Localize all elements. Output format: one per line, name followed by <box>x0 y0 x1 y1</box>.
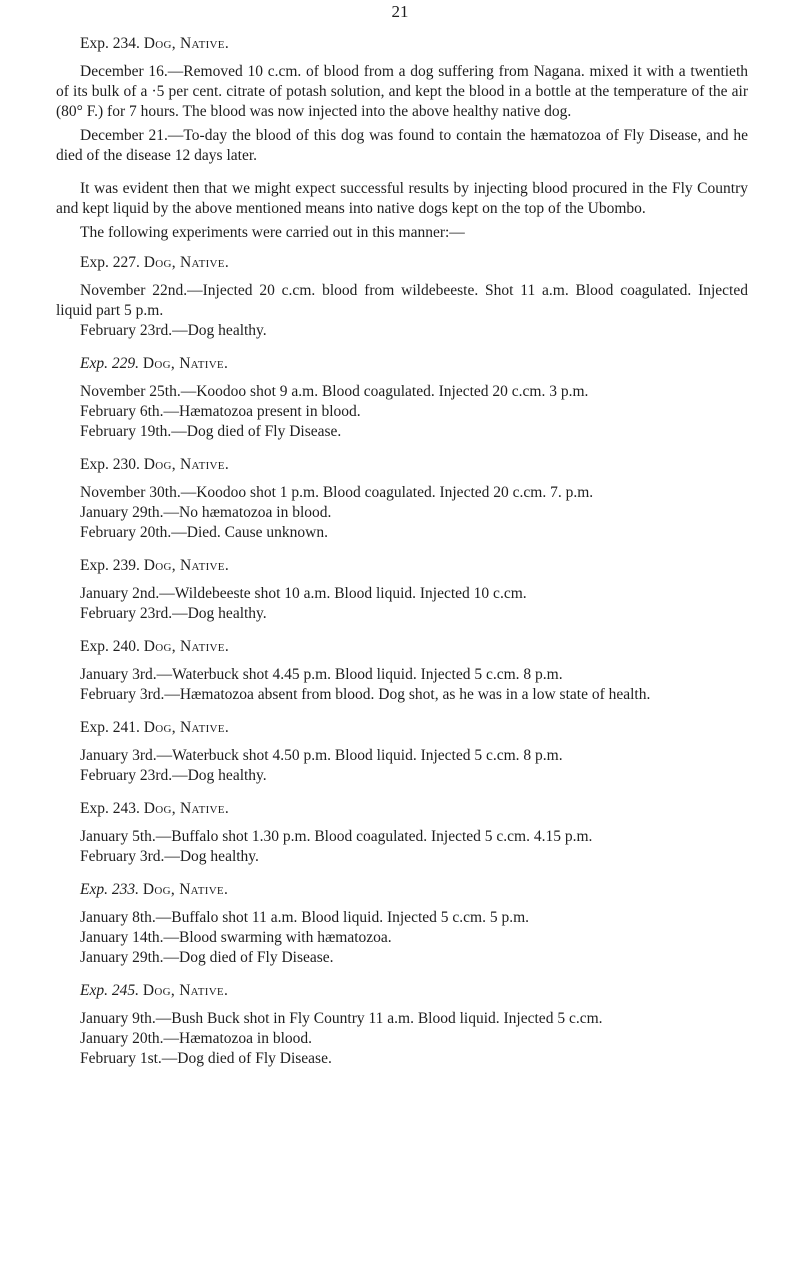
experiment-entry: January 29th.—Dog died of Fly Disease. <box>80 949 334 966</box>
experiment-number: Exp. 243. <box>80 800 140 817</box>
experiment-subject: Dog, Native. <box>142 881 229 898</box>
experiment-entry: February 23rd.—Dog healthy. <box>80 767 267 784</box>
experiment-title <box>56 799 748 819</box>
experiment-title <box>56 253 748 273</box>
experiment-subject: Dog, Native. <box>143 719 229 736</box>
experiment-title <box>56 981 748 1001</box>
experiment-entry: January 14th.—Blood swarming with hæmatozoa. <box>80 929 392 946</box>
experiment-entry: February 6th.—Hæmatozoa present in blood. <box>80 403 361 420</box>
experiment-entry: January 2nd.—Wildebeeste shot 10 a.m. Blood liquid. Injected 10 c.cm. <box>80 585 527 602</box>
experiment-subject: Dog, Native. <box>143 456 229 473</box>
experiment-entry: January 9th.—Bush Buck shot in Fly Country 11 a.m. Blood liquid. Injected 5 c.cm. <box>80 1010 603 1027</box>
experiment-entry: February 1st.—Dog died of Fly Disease. <box>80 1050 332 1067</box>
experiment-entry: February 3rd.—Dog healthy. <box>80 848 259 865</box>
experiment-number: Exp. 241. <box>80 719 140 736</box>
experiment-title <box>56 34 748 54</box>
experiment-entry: January 20th.—Hæmatozoa in blood. <box>80 1030 313 1047</box>
experiment-block <box>56 981 748 1069</box>
experiment-entry: November 25th.—Koodoo shot 9 a.m. Blood coagulated. Injected 20 c.cm. 3 p.m. <box>80 383 589 400</box>
experiment-entry: February 19th.—Dog died of Fly Disease. <box>80 423 342 440</box>
experiment-number: Exp. 233. <box>80 881 139 898</box>
paragraph: December 21.—To-day the blood of this dog was found to contain the hæmatozoa of Fly Disease, and he died of the disease 12 days later. <box>56 127 748 164</box>
experiment-number: Exp. 239. <box>80 557 140 574</box>
experiment-title <box>56 718 748 738</box>
experiment-entry: January 3rd.—Waterbuck shot 4.50 p.m. Blood liquid. Injected 5 c.cm. 8 p.m. <box>80 747 563 764</box>
experiment-entry: January 8th.—Buffalo shot 11 a.m. Blood liquid. Injected 5 c.cm. 5 p.m. <box>80 909 530 926</box>
page-number: 21 <box>391 2 409 21</box>
experiment-block <box>56 354 748 442</box>
experiment-entry: January 29th.—No hæmatozoa in blood. <box>80 504 332 521</box>
experiment-subject: Dog, Native. <box>142 982 229 999</box>
paragraph: December 16.—Removed 10 c.cm. of blood from a dog suffering from Nagana. mixed it with a twentieth of its bulk of a ·5 per cent. citrate of potash solution, and kept the blood in a bottle at the temperature of the air (80° F.) for 7 hours. The blood was now injected into the above healthy native dog. <box>56 63 748 120</box>
experiment-subject: Dog, Native. <box>143 254 229 271</box>
experiment-number: Exp. 234. <box>80 35 140 52</box>
paragraph: It was evident then that we might expect successful results by injecting blood procured in the Fly Country and kept liquid by the above mentioned means into native dogs kept on the top of the Ubombo. <box>56 180 748 217</box>
experiment-title <box>56 354 748 374</box>
experiment-block <box>56 556 748 624</box>
experiment-list <box>56 253 748 1069</box>
commentary <box>56 179 748 243</box>
experiment-number: Exp. 227. <box>80 254 140 271</box>
experiment-entry: February 3rd.—Hæmatozoa absent from blood. Dog shot, as he was in a low state of health. <box>80 686 651 703</box>
paragraph: The following experiments were carried out in this manner:— <box>80 224 465 241</box>
experiment-subject: Dog, Native. <box>142 355 229 372</box>
experiment-number: Exp. 229. <box>80 355 139 372</box>
experiment-title <box>56 637 748 657</box>
experiment-title <box>56 455 748 475</box>
experiment-entry: February 23rd.—Dog healthy. <box>80 322 267 339</box>
experiment-entry: February 23rd.—Dog healthy. <box>80 605 267 622</box>
experiment-title <box>56 556 748 576</box>
experiment-block <box>56 718 748 786</box>
experiment-number: Exp. 245. <box>80 982 139 999</box>
experiment-block <box>56 880 748 968</box>
experiment-entry: January 5th.—Buffalo shot 1.30 p.m. Blood coagulated. Injected 5 c.cm. 4.15 p.m. <box>80 828 593 845</box>
experiment-number: Exp. 230. <box>80 456 140 473</box>
experiment-block <box>56 637 748 705</box>
experiment-entry: November 30th.—Koodoo shot 1 p.m. Blood coagulated. Injected 20 c.cm. 7. p.m. <box>80 484 594 501</box>
experiment-entry: January 3rd.—Waterbuck shot 4.45 p.m. Blood liquid. Injected 5 c.cm. 8 p.m. <box>80 666 563 683</box>
experiment-block <box>56 253 748 341</box>
experiment-entry: November 22nd.—Injected 20 c.cm. blood from wildebeeste. Shot 11 a.m. Blood coagulated. Injected liquid part 5 p.m. <box>56 282 748 319</box>
experiment-subject: Dog, Native. <box>143 638 229 655</box>
experiment-entry: February 20th.—Died. Cause unknown. <box>80 524 328 541</box>
experiment-title <box>56 880 748 900</box>
experiment-block <box>56 799 748 867</box>
experiment-number: Exp. 240. <box>80 638 140 655</box>
experiment-subject: Dog, Native. <box>143 800 229 817</box>
page-body <box>56 34 748 1082</box>
experiment-subject: Dog, Native. <box>143 35 229 52</box>
experiment-block <box>56 455 748 543</box>
experiment-block <box>56 34 748 166</box>
experiment-subject: Dog, Native. <box>143 557 229 574</box>
